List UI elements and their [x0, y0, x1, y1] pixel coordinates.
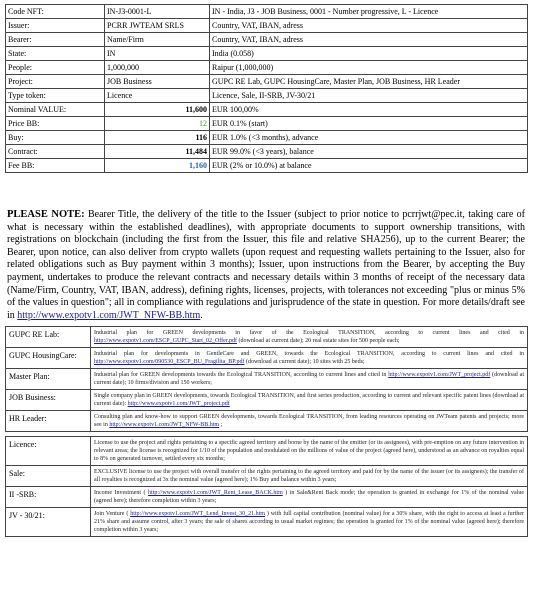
description-text: Industrial plan for GREEN developments in favor of the Ecological TRANSITION, according to current lines and cited in	[94, 330, 524, 336]
summary-row-buy	[6, 131, 528, 145]
note-tail: .	[200, 309, 203, 321]
row-value: 1,000,000	[105, 61, 210, 75]
summary-row-type-token	[6, 89, 528, 103]
type-row-licence	[6, 437, 528, 466]
project-types-table	[5, 326, 528, 537]
row-detail: EUR 99.0% (<3 years), balance	[210, 145, 528, 159]
note-lead: PLEASE NOTE:	[7, 209, 85, 220]
type-row-ii-srb	[6, 487, 528, 508]
please-note-paragraph	[7, 209, 525, 322]
row-value: 12	[105, 117, 210, 131]
type-description	[91, 390, 528, 411]
row-label: Buy:	[6, 131, 105, 145]
summary-row-price-bb	[6, 117, 528, 131]
description-text: Income Investment (	[94, 490, 148, 496]
type-description	[91, 466, 528, 487]
type-description	[91, 327, 528, 348]
description-link[interactable]: http://www.expotv1.com/JWT_project.pdf	[388, 372, 491, 378]
description-text-after: ) with full capital contribution (nominal value) for a 30% share, with the right to access at least a further 21% share and assume control, after 3 years; the sale of shares according to usual market regimes; the operation is granted for 1% of the nominal value (agreed here); therefore completion within 3 years;	[94, 511, 524, 533]
note-body: Bearer Title, the delivery of the title to the Issuer (subject to prior notice to pcrrjwt@pec.it, taking care of what is necessary within the established deadlines), with appropriate documents to support ownership transitions, with registrations on blockchain (including the first from the Issuer, this file and relative SHA256), up to the current Bearer; the Bearer, upon notice, can also deliver from crypto wallets (upon request and requesting wallets pertaining to the Issuer, also for related obligations such as Buy payment within 3 months); Issuer, upon instructions from the Bearer, by accepting the Buy payment, undertakes to produce the relevant contracts and necessary details within 3 months of receipt of the necessary data (Name/Firm, Country, VAT, IBAN, address), defining rights, licenses, projects, with tolerances not exceeding "plus or minus 5% of the values in question"; all in compliance with regulations and jurisprudence of the state in question. For more details/draft see in	[7, 209, 525, 321]
row-label: Project:	[6, 75, 105, 89]
type-label: Licence:	[6, 437, 91, 466]
description-text-after: ;	[219, 422, 223, 428]
description-link[interactable]: http://www.expotv1.com/090530_ESCP_BU_Fragilita_BP.pdf	[94, 359, 245, 365]
summary-row-nominal-value	[6, 103, 528, 117]
summary-row-project	[6, 75, 528, 89]
description-text: EXCLUSIVE license to use the project with overall transfer of the rights pertaining to the agreed territory and paid for by the name of the issuer (or its assignees); the transfer of all royalties is recognized at 3x the nominal value (agreed here); 1% Buy and balance within 3 years;	[94, 469, 524, 483]
description-text: Join Venture (	[94, 511, 131, 517]
row-label: State:	[6, 47, 105, 61]
type-row-gupc-re-lab	[6, 327, 528, 348]
row-label: Type token:	[6, 89, 105, 103]
type-label: II -SRB:	[6, 487, 91, 508]
row-label: Issuer:	[6, 19, 105, 33]
description-text: Consulting plan and know-how to support GREEN developments, towards Ecological TRANSITION, from leading resources operating on JWTeam patents and projects; more see in	[94, 414, 524, 428]
row-value: 116	[105, 131, 210, 145]
summary-row-people	[6, 61, 528, 75]
type-label: GUPC RE Lab:	[6, 327, 91, 348]
description-text: Industrial plan for developments in GentleCare and GREEN, towards the Ecological TRANSITION, according to current lines and cited in	[94, 351, 524, 357]
summary-row-fee-bb	[6, 159, 528, 173]
type-description	[91, 437, 528, 466]
description-text-after: (download at current date); 10 sites with 25 beds;	[244, 359, 365, 365]
description-text-after: ) in Sale&Rent Back mode; the operation is granted in exchange for 1% of the nominal value (agreed here); therefore completion within 3 years;	[94, 490, 524, 504]
type-label: Sale:	[6, 466, 91, 487]
description-link[interactable]: http://www.expotv1.com/ESCP_GUPC_Start_02_Offer.pdf	[94, 338, 237, 344]
description-text-after: (download at current date); 20 real estate sites for 500 people each;	[237, 338, 400, 344]
note-details-link[interactable]: http://www.expotv1.com/JWT_NFW-BB.htm	[17, 309, 201, 321]
row-detail: Country, VAT, IBAN, adress	[210, 19, 528, 33]
type-description	[91, 348, 528, 369]
row-value: JOB Business	[105, 75, 210, 89]
type-row-jv-30-21	[6, 508, 528, 537]
summary-row-state	[6, 47, 528, 61]
row-detail: IN - India, J3 - JOB Business, 0001 - Number progressive, L - Licence	[210, 5, 528, 19]
summary-row-code-nft	[6, 5, 528, 19]
row-label: Nominal VALUE:	[6, 103, 105, 117]
row-label: Code NFT:	[6, 5, 105, 19]
type-row-hr-leader	[6, 411, 528, 432]
description-link[interactable]: http://www.expotv1.com/JWT_project.pdf	[127, 401, 230, 407]
row-detail: EUR (2% or 10.0%) at balance	[210, 159, 528, 173]
row-value: 1,160	[105, 159, 210, 173]
type-description	[91, 411, 528, 432]
type-label: Master Plan:	[6, 369, 91, 390]
type-label: JOB Business:	[6, 390, 91, 411]
row-value: PCRR JWTEAM SRLS	[105, 19, 210, 33]
row-label: Price BB:	[6, 117, 105, 131]
row-detail: EUR 100,00%	[210, 103, 528, 117]
row-detail: Country, VAT, IBAN, adress	[210, 33, 528, 47]
row-label: People:	[6, 61, 105, 75]
type-label: HR Leader:	[6, 411, 91, 432]
type-row-sale	[6, 466, 528, 487]
type-label: GUPC HousingCare:	[6, 348, 91, 369]
summary-row-bearer	[6, 33, 528, 47]
type-description	[91, 369, 528, 390]
summary-row-contract	[6, 145, 528, 159]
row-label: Fee BB:	[6, 159, 105, 173]
row-detail: EUR 1.0% (<3 months), advance	[210, 131, 528, 145]
description-link[interactable]: http://www.expotv1.com/JWT_NFW-BB.htm	[109, 422, 220, 428]
row-detail: Licence, Sale, II-SRB, JV-30/21	[210, 89, 528, 103]
row-detail: India (0.058)	[210, 47, 528, 61]
type-row-job-business	[6, 390, 528, 411]
description-text: License to use the project and rights pertaining to a specific agreed territory and borne by the name of the emitter (or its assignees), with pre-emption on any future intervention in relevant areas; the license is recognized for 1/10 of the population and modulated on the millions of value of the project (agreed here), understood as an advance on royalties equal to 8% on generated turnover, settled every six months;	[94, 440, 524, 462]
description-link[interactable]: http://www.expotv1.com/JWT_Rent_Lease_BACK.htm	[148, 490, 283, 496]
type-row-gupc-housingcare	[6, 348, 528, 369]
description-text-after: (download at current date); 10 firms/division and 150 workers;	[94, 372, 524, 386]
row-value: IN-J3-0001-L	[105, 5, 210, 19]
description-link[interactable]: http://www.expotv1.com/JWT_Lend_Invest_30_21.htm	[130, 511, 265, 517]
nft-summary-table	[5, 4, 528, 173]
description-text: Single company plan in GREEN developments, towards Ecological TRANSITION, and first series production, according to current and relevant specific patent lines (download at current date):	[94, 393, 524, 407]
row-value: IN	[105, 47, 210, 61]
type-row-master-plan	[6, 369, 528, 390]
row-detail: EUR 0.1% (start)	[210, 117, 528, 131]
row-label: Bearer:	[6, 33, 105, 47]
type-description	[91, 508, 528, 537]
row-detail: Raipur (1,000,000)	[210, 61, 528, 75]
row-value: Name/Firm	[105, 33, 210, 47]
type-description	[91, 487, 528, 508]
description-text: Industrial plan for GREEN developments towards the Ecological TRANSITION, according to current lines and cited in	[94, 372, 389, 378]
row-value: 11,600	[105, 103, 210, 117]
type-label: JV - 30/21:	[6, 508, 91, 537]
row-value: 11,484	[105, 145, 210, 159]
row-label: Contract:	[6, 145, 105, 159]
row-detail: GUPC RE Lab, GUPC HousingCare, Master Plan, JOB Business, HR Leader	[210, 75, 528, 89]
row-value: Licence	[105, 89, 210, 103]
summary-row-issuer	[6, 19, 528, 33]
